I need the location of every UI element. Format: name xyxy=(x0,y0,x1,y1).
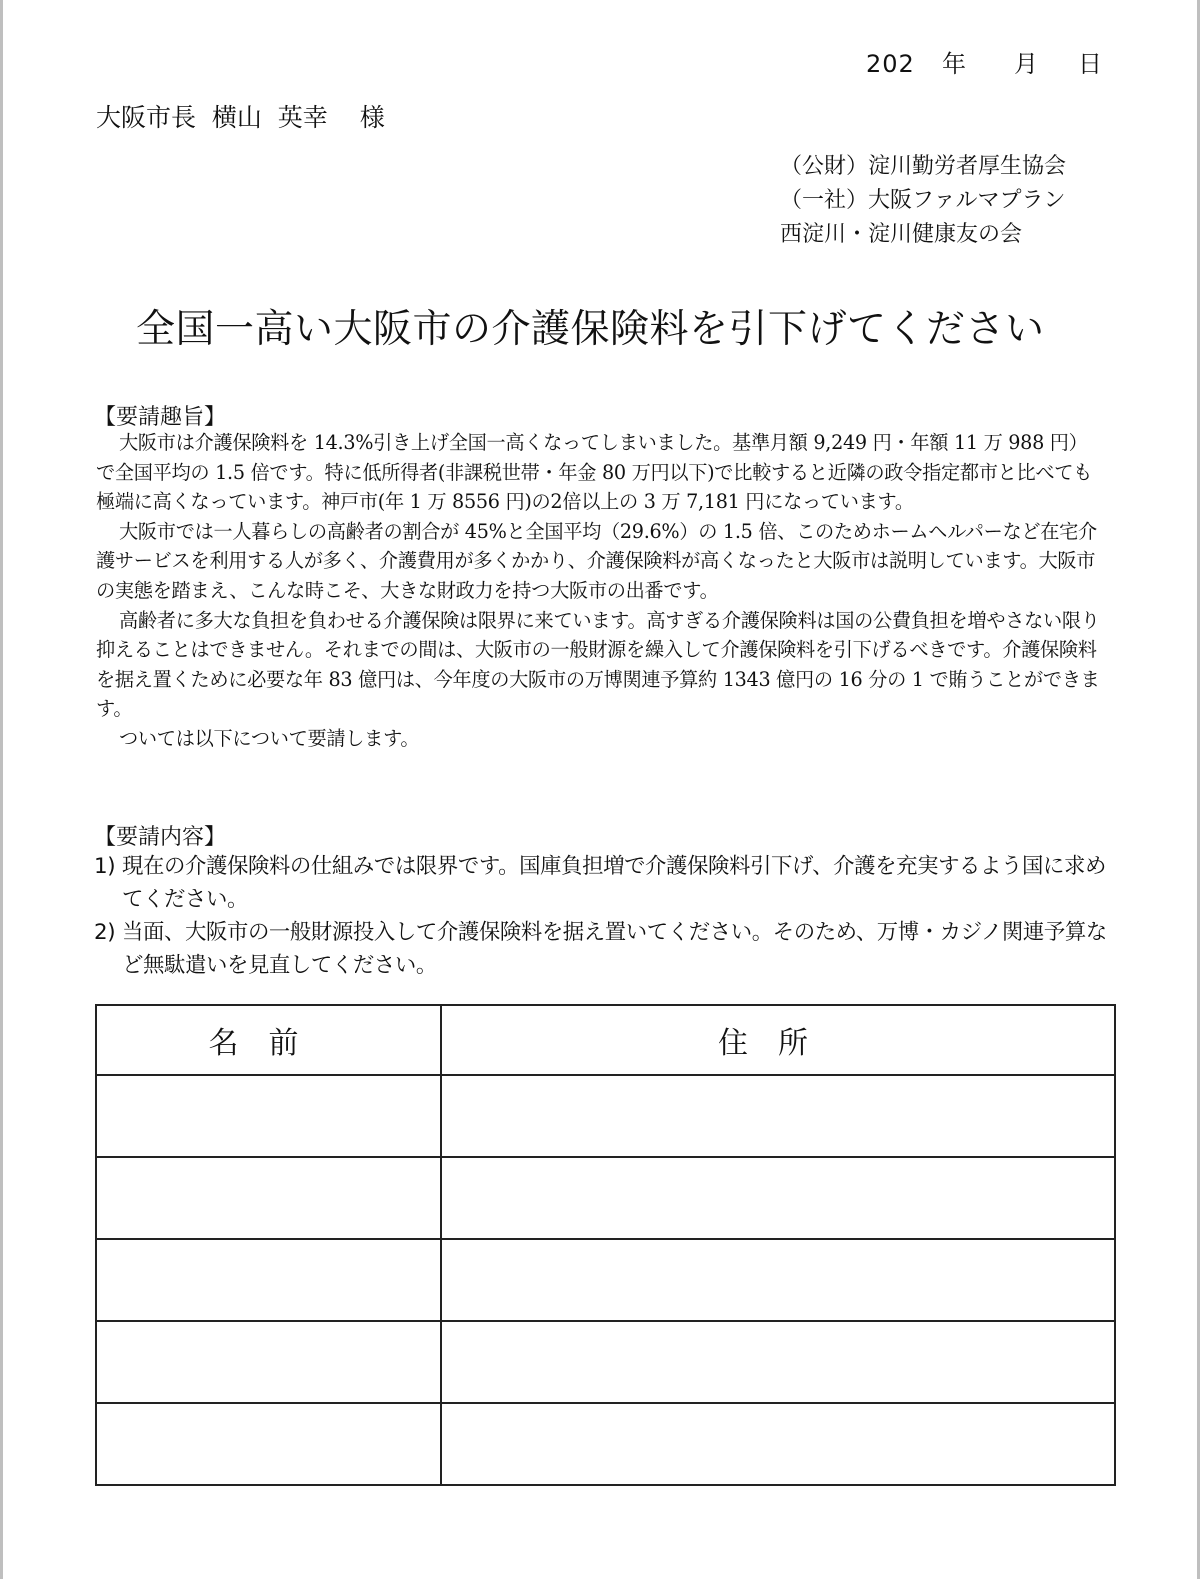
purpose-paragraph: 大阪市は介護保険料を 14.3%引き上げ全国一高くなってしまいました。基準月額 9,249 円・年額 11 万 988 円）で全国平均の 1.5 倍です。特に低所得者(非課税世帯・年金 80 万円以下)で比較すると近隣の政令指定都市と比べても極端に高くなっています。神戸市(年 1 万 8556 円)の2倍以上の 3 万 7,181 円になっています。 xyxy=(96,431,1093,514)
request-list xyxy=(94,850,1114,982)
signature-table-header-row xyxy=(96,1005,1115,1075)
purpose-paragraph: 高齢者に多大な負担を負わせる介護保険は限界に来ています。高すぎる介護保険料は国の公費負担を増やさない限り抑えることはできません。それまでの間は、大阪市の一般財源を繰入して介護保険料を引下げるべきです。介護保険料を据え置くために必要な年 83 億円は、今年度の大阪市の万博関連予算約 1343 億円の 16 分の 1 で賄うことができます。 xyxy=(96,608,1100,721)
address-cell[interactable] xyxy=(441,1157,1115,1239)
date-month-label: 月 xyxy=(1014,50,1039,78)
page-title: 全国一高い大阪市の介護保険料を引下げてください xyxy=(136,307,1045,352)
purpose-body xyxy=(96,428,1106,754)
request-item-number: 1) xyxy=(94,854,116,879)
name-cell[interactable] xyxy=(96,1321,441,1403)
request-item xyxy=(94,850,1114,916)
addressee-name: 大阪市長 横山 英幸 xyxy=(96,103,328,132)
table-row xyxy=(96,1321,1115,1403)
request-item-text: 現在の介護保険料の仕組みでは限界です。国庫負担増で介護保険料引下げ、介護を充実するよう国に求めてください。 xyxy=(122,854,1106,912)
table-row xyxy=(96,1157,1115,1239)
name-cell[interactable] xyxy=(96,1157,441,1239)
name-column-header: 名前 xyxy=(96,1005,441,1075)
address-cell[interactable] xyxy=(441,1239,1115,1321)
date-day-label: 日 xyxy=(1078,50,1103,78)
date-line xyxy=(866,44,1103,79)
request-item-number: 2) xyxy=(94,920,116,945)
address-cell[interactable] xyxy=(441,1321,1115,1403)
name-cell[interactable] xyxy=(96,1403,441,1485)
address-cell[interactable] xyxy=(441,1075,1115,1157)
addressee-honorific: 様 xyxy=(359,103,385,132)
sender-list xyxy=(780,150,1066,252)
sender-item: （公財）淀川勤労者厚生協会 xyxy=(780,154,1067,179)
purpose-heading: 【要請趣旨】 xyxy=(94,405,227,430)
signature-table xyxy=(95,1004,1116,1486)
address-column-header: 住所 xyxy=(441,1005,1115,1075)
date-year-label: 年 xyxy=(942,50,967,78)
table-row xyxy=(96,1403,1115,1485)
purpose-paragraph: 大阪市では一人暮らしの高齢者の割合が 45%と全国平均（29.6%）の 1.5 倍、このためホームヘルパーなど在宅介護サービスを利用する人が多く、介護費用が多くかかり、介護保険料が高くなったと大阪市は説明しています。大阪市の実態を踏まえ、こんな時こそ、大きな財政力を持つ大阪市の出番です。 xyxy=(96,519,1097,602)
sender-item: （一社）大阪ファルマプラン xyxy=(780,188,1066,213)
purpose-paragraph: ついては以下について要請します。 xyxy=(119,726,420,750)
sender-item: 西淀川・淀川健康友の会 xyxy=(780,222,1023,247)
request-heading: 【要請内容】 xyxy=(94,825,227,850)
name-cell[interactable] xyxy=(96,1239,441,1321)
address-cell[interactable] xyxy=(441,1403,1115,1485)
request-item xyxy=(94,916,1114,982)
name-cell[interactable] xyxy=(96,1075,441,1157)
page-border-left xyxy=(0,0,3,1579)
table-row xyxy=(96,1239,1115,1321)
date-year-prefix: 202 xyxy=(866,50,915,78)
table-row xyxy=(96,1075,1115,1157)
request-item-text: 当面、大阪市の一般財源投入して介護保険料を据え置いてください。そのため、万博・カジノ関連予算など無駄遣いを見直してください。 xyxy=(122,920,1107,978)
addressee xyxy=(96,98,385,134)
